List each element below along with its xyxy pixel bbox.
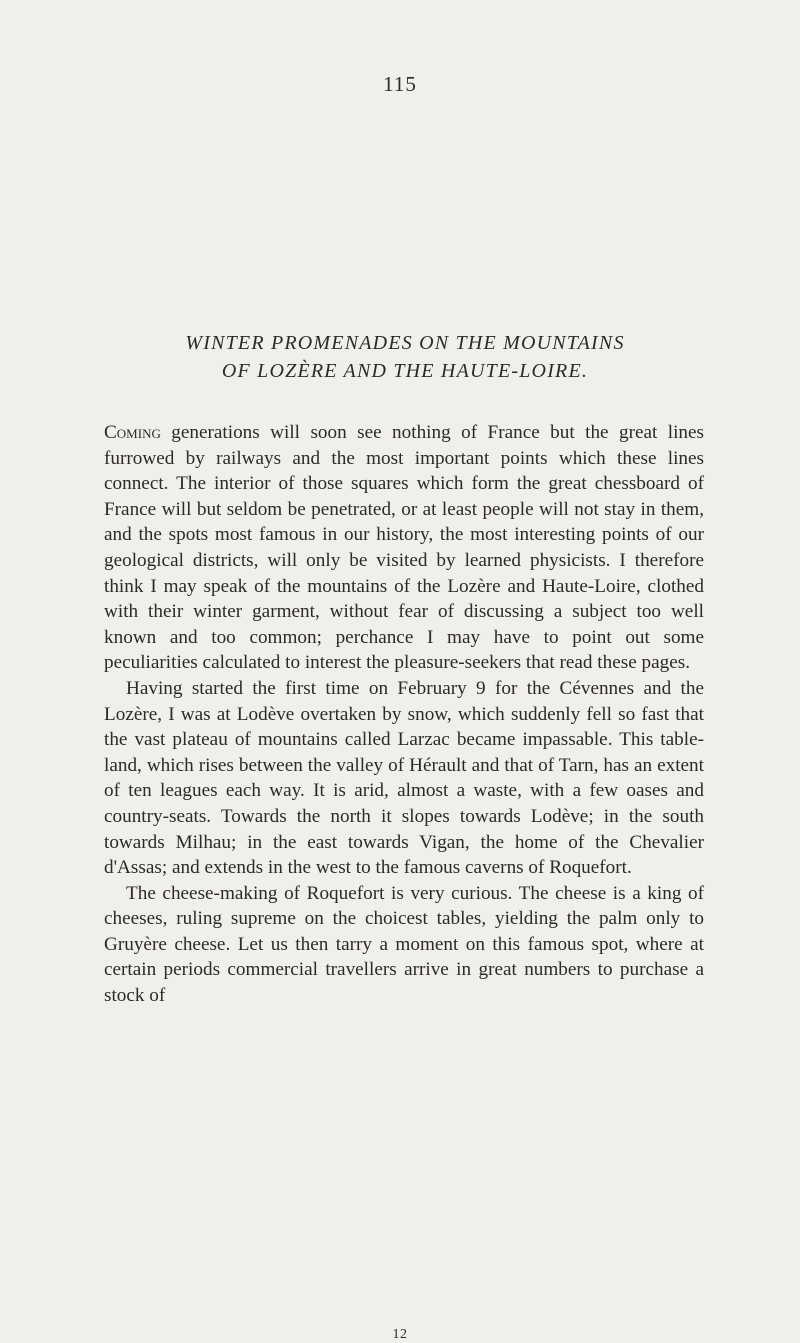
body-text	[104, 420, 704, 1009]
page-number: 115	[383, 72, 417, 96]
chapter-title-line-2: OF LOZÈRE AND THE HAUTE-LOIRE.	[221, 360, 589, 382]
paragraph-1-text: generations will soon see nothing of France but the great lines furrowed by railways and the most important points which these lines connect. The interior of those squares which form the great chessboard of France will but seldom be penetrated, or at least people will not stay in them, and the spots most famous in our history, the most interesting points of our geological districts, will only be visited by learned physicists. I therefore think I may speak of the mountains of the Lozère and Haute-Loire, clothed with their winter garment, without fear of discussing a subject too well known and too common; perchance I may have to point out some peculiarities calculated to interest the pleasure-seekers that read these pages.	[104, 422, 704, 674]
paragraph-2: Having started the first time on February 9 for the Cévennes and the Lozère, I was at Lodève overtaken by snow, which suddenly fell so fast that the vast plateau of mountains called Larzac became impassable. This table-land, which rises between the valley of Hérault and that of Tarn, has an extent of ten leagues each way. It is arid, almost a waste, with a few oases and country-seats. Towards the north it slopes towards Lodève; in the south towards Milhau; in the east towards Vigan, the home of the Chevalier d'Assas; and extends in the west to the famous caverns of Roquefort.	[104, 677, 704, 879]
chapter-title-line-1: WINTER PROMENADES ON THE MOUNTAINS	[185, 332, 625, 354]
paragraph-1	[104, 420, 704, 676]
paragraph-3: The cheese-making of Roquefort is very curious. The cheese is a king of cheeses, ruling supreme on the choicest tables, yielding the palm only to Gruyère cheese. Let us then tarry a moment on this famous spot, where at certain periods commercial travellers arrive in great numbers to purchase a stock of	[104, 882, 704, 1007]
paragraph-lead-word: Coming	[104, 422, 161, 443]
signature-mark: 12	[392, 1327, 408, 1342]
